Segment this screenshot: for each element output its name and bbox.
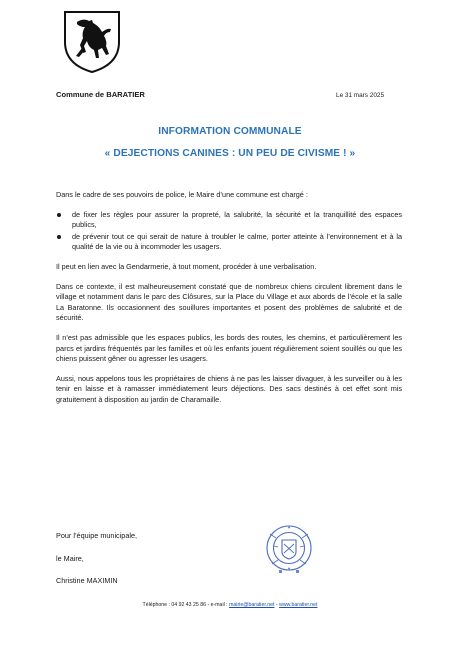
duties-list <box>56 210 402 253</box>
mayor-stamp-seal <box>264 520 314 576</box>
footer-email-label: - e-mail : <box>207 602 228 608</box>
public-spaces-paragraph: Il n’est pas admissible que les espaces publics, les bords des routes, les chemins, et particulièrement les parcs et jardins fréquentés par les familles et où les enfants jouent régulièrement soient souillés ou que les chiens puissent gêner ou agresser les usagers. <box>56 332 402 364</box>
document-subtitle: « DEJECTIONS CANINES : UN PEU DE CIVISME ! » <box>104 148 356 159</box>
footer-separator: - <box>275 602 278 608</box>
greyhound-crest-icon <box>62 8 122 74</box>
commune-crest-logo <box>62 8 122 74</box>
contact-footer <box>0 602 460 608</box>
list-item: de fixer les règles pour assurer la propreté, la salubrité, la sécurité et la tranquillité des espaces publics, <box>72 209 402 230</box>
appeal-paragraph: Aussi, nous appelons tous les propriétaires de chiens à ne pas les laisser divaguer, à les surveiller ou à les tenir en laisse et à ramasser immédiatement leurs déjections. Des sacs destinés à cet effet sont mis gratuitement à disposition au jardin de Charamaille. <box>56 373 402 404</box>
document-body <box>56 190 402 415</box>
list-item: de prévenir tout ce qui serait de nature à troubler le calme, porter atteinte à l’environnement et à la qualité de la vie ou à incommoder les usagers. <box>72 231 402 252</box>
gendarmerie-paragraph: Il peut en lien avec la Gendarmerie, à tout moment, procéder à une verbalisation. <box>56 261 317 271</box>
official-seal-icon <box>264 520 314 576</box>
footer-email-link[interactable]: mairie@baratier.net <box>229 602 275 608</box>
signature-team: Pour l’équipe municipale, <box>56 531 138 540</box>
footer-phone: Téléphone : 04 92 43 25 86 <box>142 602 206 608</box>
signature-name: Christine MAXIMIN <box>56 576 118 585</box>
commune-name: Commune de BARATIER <box>56 90 145 99</box>
context-paragraph: Dans ce contexte, il est malheureusement constaté que de nombreux chiens circulent librement dans le village et notamment dans le parc des Clôsures, sur la Place du Village et aux abords de l’école et la salle La Baratonne. Ils occasionnent des souillures importantes et posent des problèmes de salubrité et de sécurité. <box>56 281 402 323</box>
intro-paragraph: Dans le cadre de ses pouvoirs de police, le Maire d’une commune est chargé : <box>56 190 308 199</box>
signature-title: le Maire, <box>56 554 84 563</box>
footer-website-link[interactable]: www.baratier.net <box>279 602 318 608</box>
document-date: Le 31 mars 2025 <box>336 92 384 99</box>
document-title: INFORMATION COMMUNALE <box>158 126 302 137</box>
